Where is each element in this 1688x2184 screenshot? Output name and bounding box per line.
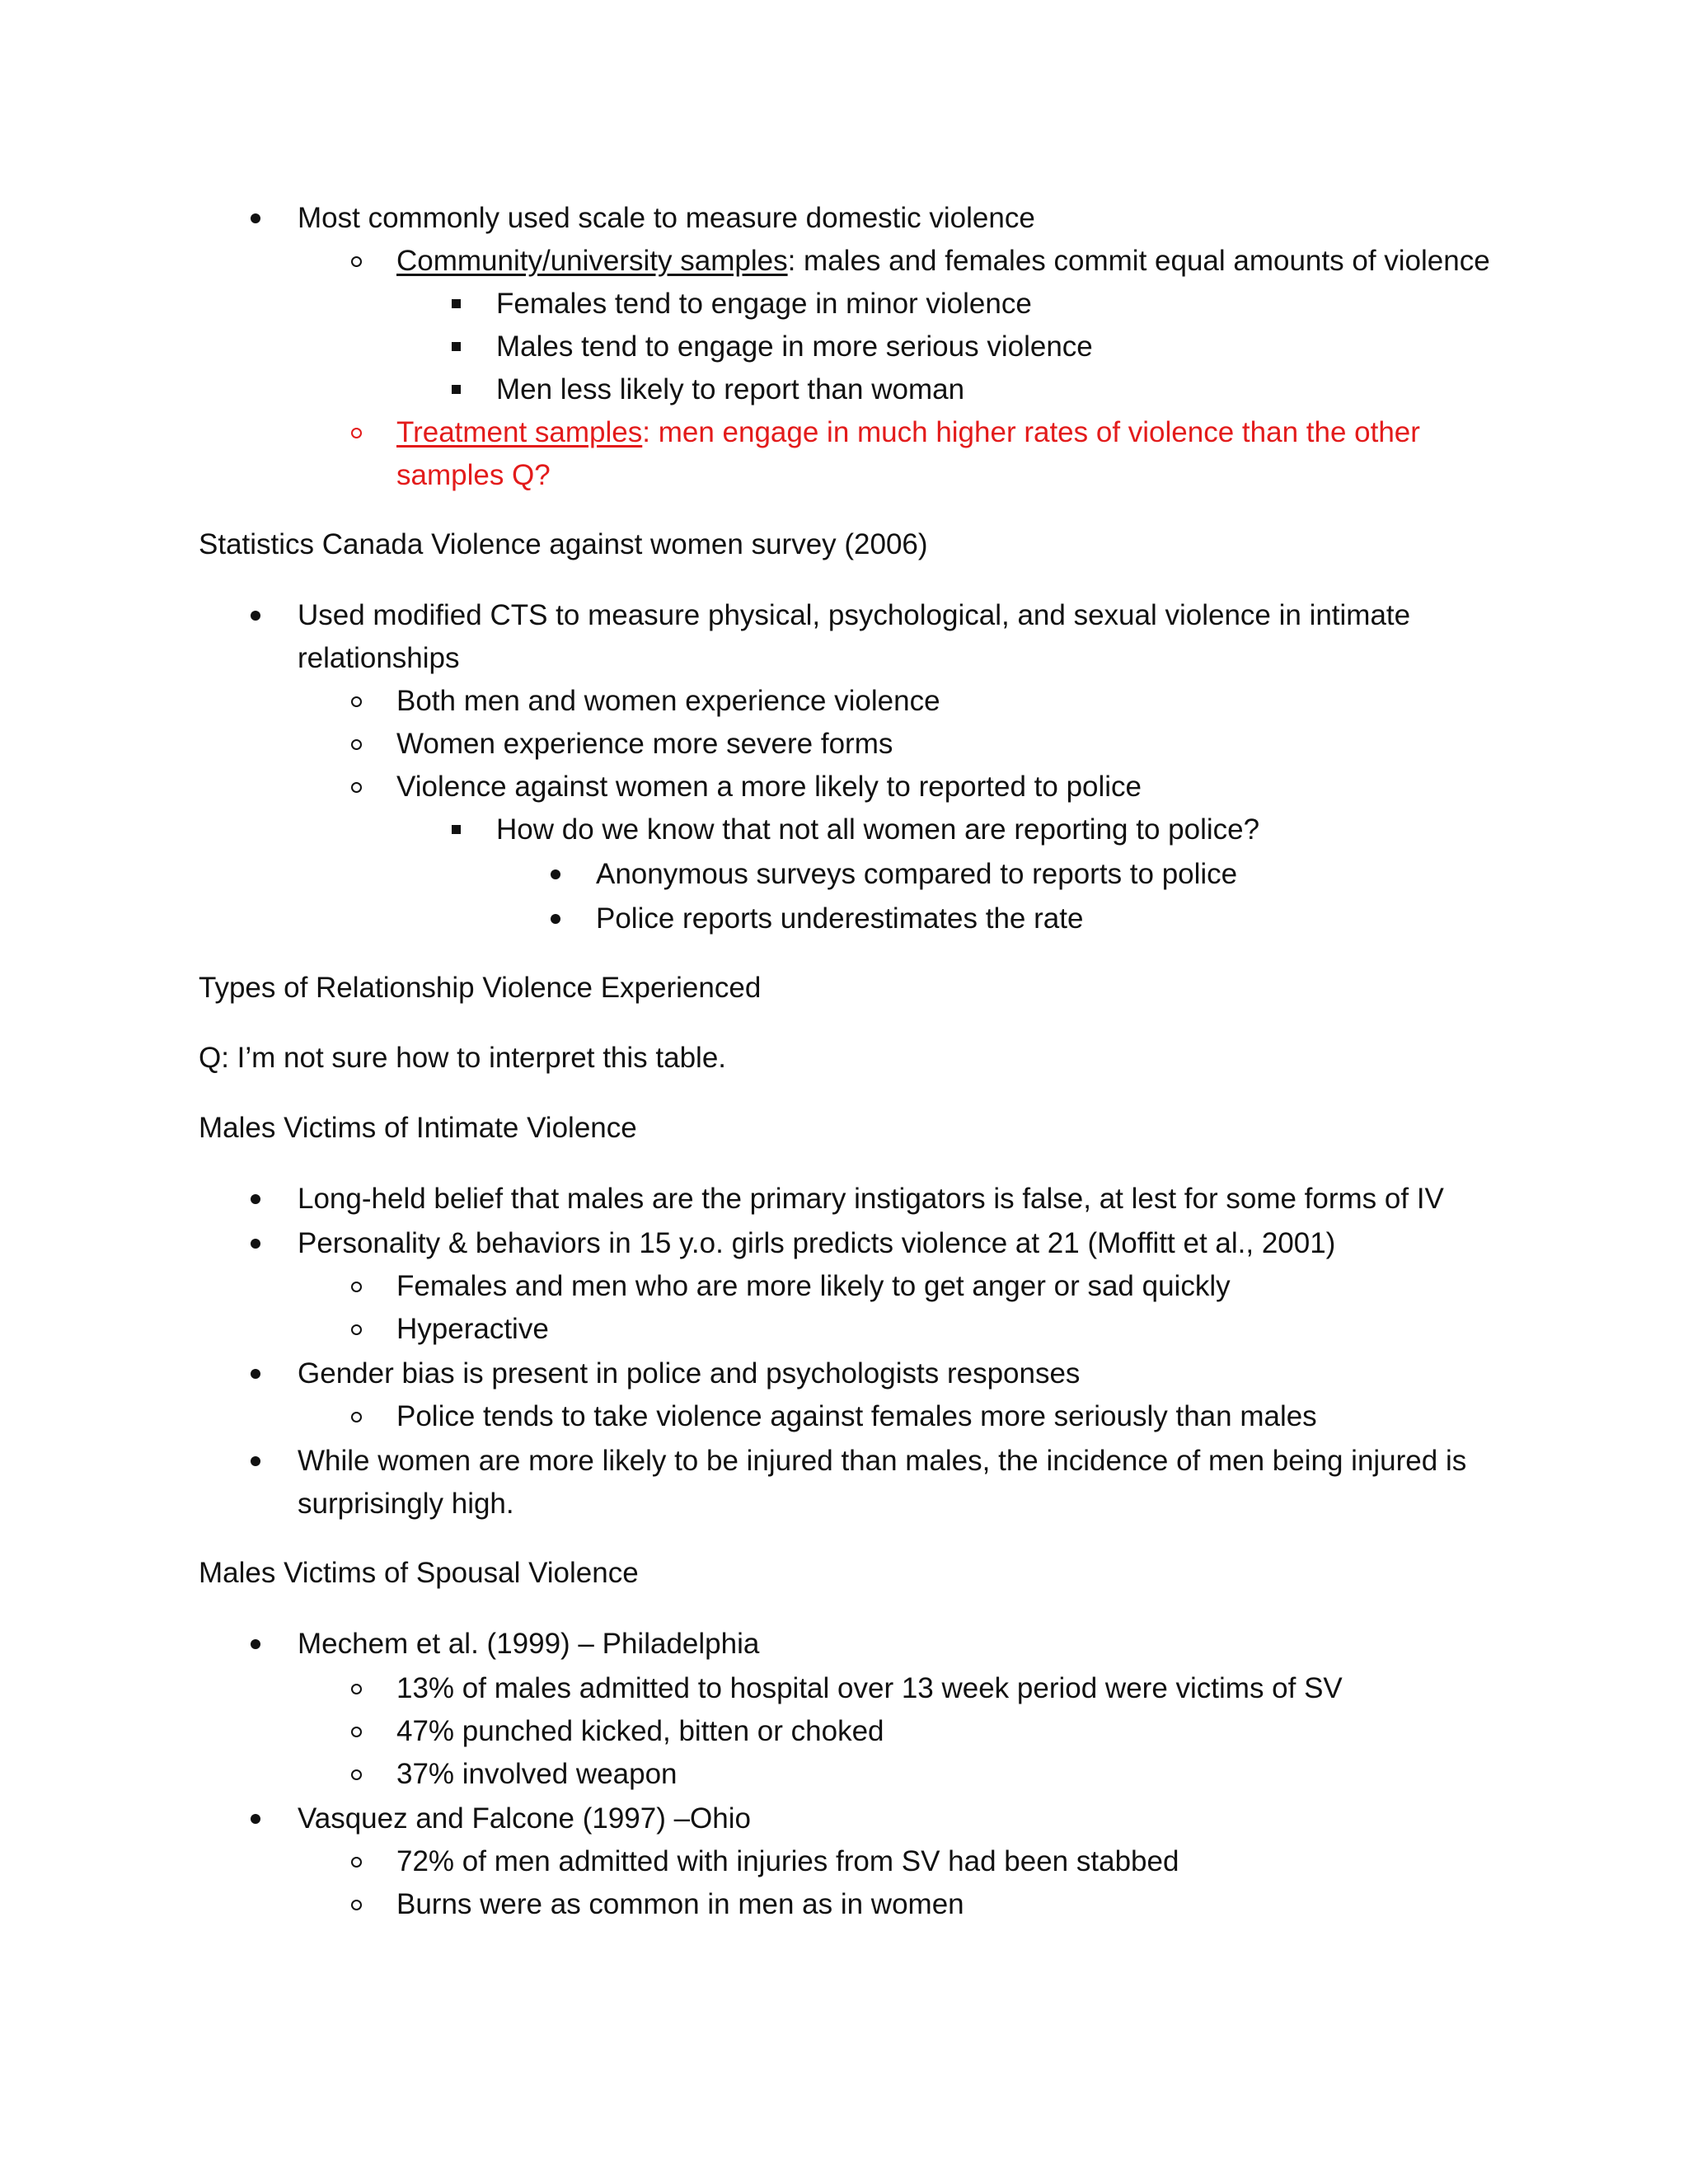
- circle-bullet-icon: [340, 1671, 373, 1694]
- bullet-icon: [239, 1356, 272, 1379]
- list-item: 13% of males admitted to hospital over 13 week period were victims of SV: [396, 1672, 1343, 1704]
- list-item-text: : men engage in much higher rates of violence than the other: [642, 416, 1420, 448]
- list-item: Used modified CTS to measure physical, psychological, and sexual violence in intimate: [298, 599, 1411, 631]
- underlined-term: Community/university samples: [396, 245, 788, 277]
- list-item: 47% punched kicked, bitten or choked: [396, 1715, 884, 1747]
- list-item: Hyperactive: [396, 1313, 549, 1345]
- list-item: Both men and women experience violence: [396, 685, 940, 717]
- list-item: Females tend to engage in minor violence: [496, 288, 1032, 320]
- list-item: Police reports underestimates the rate: [596, 902, 1084, 935]
- list-item-highlighted: [396, 415, 1420, 451]
- circle-bullet-icon: [340, 1311, 373, 1335]
- circle-bullet-icon: [340, 726, 373, 750]
- list-item: Women experience more severe forms: [396, 728, 893, 760]
- circle-bullet-icon: [340, 1399, 373, 1422]
- square-bullet-icon: [439, 812, 472, 834]
- question-text: Q: I’m not sure how to interpret this table.: [199, 1042, 727, 1074]
- bullet-icon: [539, 901, 572, 924]
- bullet-icon: [239, 1181, 272, 1204]
- list-item: Personality & behaviors in 15 y.o. girls predicts violence at 21 (Moffitt et al., 2001): [298, 1227, 1336, 1259]
- bullet-icon: [239, 1626, 272, 1649]
- list-item-text: : males and females commit equal amounts of violence: [787, 245, 1490, 277]
- list-item: Violence against women a more likely to reported to police: [396, 771, 1142, 803]
- circle-bullet-icon: [340, 769, 373, 793]
- list-item: Mechem et al. (1999) – Philadelphia: [298, 1628, 760, 1660]
- section-heading: Statistics Canada Violence against women survey (2006): [199, 528, 928, 560]
- list-item: Gender bias is present in police and psychologists responses: [298, 1357, 1081, 1390]
- circle-bullet-icon: [340, 1713, 373, 1737]
- square-bullet-icon: [439, 286, 472, 308]
- list-item-continuation: relationships: [298, 642, 460, 674]
- list-item: [396, 243, 1490, 279]
- list-item: Females and men who are more likely to get anger or sad quickly: [396, 1270, 1231, 1302]
- list-item: Most commonly used scale to measure domestic violence: [298, 202, 1035, 234]
- square-bullet-icon: [439, 329, 472, 351]
- list-item-continuation: samples Q?: [396, 459, 551, 491]
- list-item: Vasquez and Falcone (1997) –Ohio: [298, 1802, 751, 1835]
- list-item: While women are more likely to be injured than males, the incidence of men being injured is: [298, 1445, 1467, 1477]
- circle-bullet-icon: [340, 243, 373, 267]
- circle-bullet-icon: [340, 1756, 373, 1780]
- circle-bullet-icon: [340, 683, 373, 707]
- circle-bullet-icon: [340, 1268, 373, 1292]
- circle-bullet-icon: [340, 1886, 373, 1910]
- list-item: 37% involved weapon: [396, 1758, 678, 1790]
- circle-bullet-icon: [340, 415, 373, 438]
- list-item: Anonymous surveys compared to reports to police: [596, 858, 1238, 890]
- underlined-term: Treatment samples: [396, 416, 643, 448]
- bullet-icon: [239, 1443, 272, 1466]
- list-item: Males tend to engage in more serious violence: [496, 330, 1093, 363]
- list-item-continuation: surprisingly high.: [298, 1488, 514, 1520]
- bullet-icon: [239, 200, 272, 223]
- list-item: Burns were as common in men as in women: [396, 1888, 964, 1920]
- bullet-icon: [239, 598, 272, 621]
- circle-bullet-icon: [340, 1844, 373, 1868]
- bullet-icon: [239, 1801, 272, 1824]
- list-item: How do we know that not all women are reporting to police?: [496, 813, 1260, 846]
- square-bullet-icon: [439, 372, 472, 394]
- list-item: 72% of men admitted with injuries from SV had been stabbed: [396, 1845, 1179, 1877]
- section-heading: Males Victims of Intimate Violence: [199, 1112, 637, 1144]
- section-heading: Types of Relationship Violence Experienced: [199, 972, 762, 1004]
- list-item: Long-held belief that males are the primary instigators is false, at lest for some forms of IV: [298, 1183, 1444, 1215]
- list-item: Men less likely to report than woman: [496, 373, 965, 405]
- list-item: Police tends to take violence against females more seriously than males: [396, 1400, 1317, 1432]
- section-heading: Males Victims of Spousal Violence: [199, 1557, 639, 1589]
- bullet-icon: [539, 856, 572, 879]
- bullet-icon: [239, 1226, 272, 1249]
